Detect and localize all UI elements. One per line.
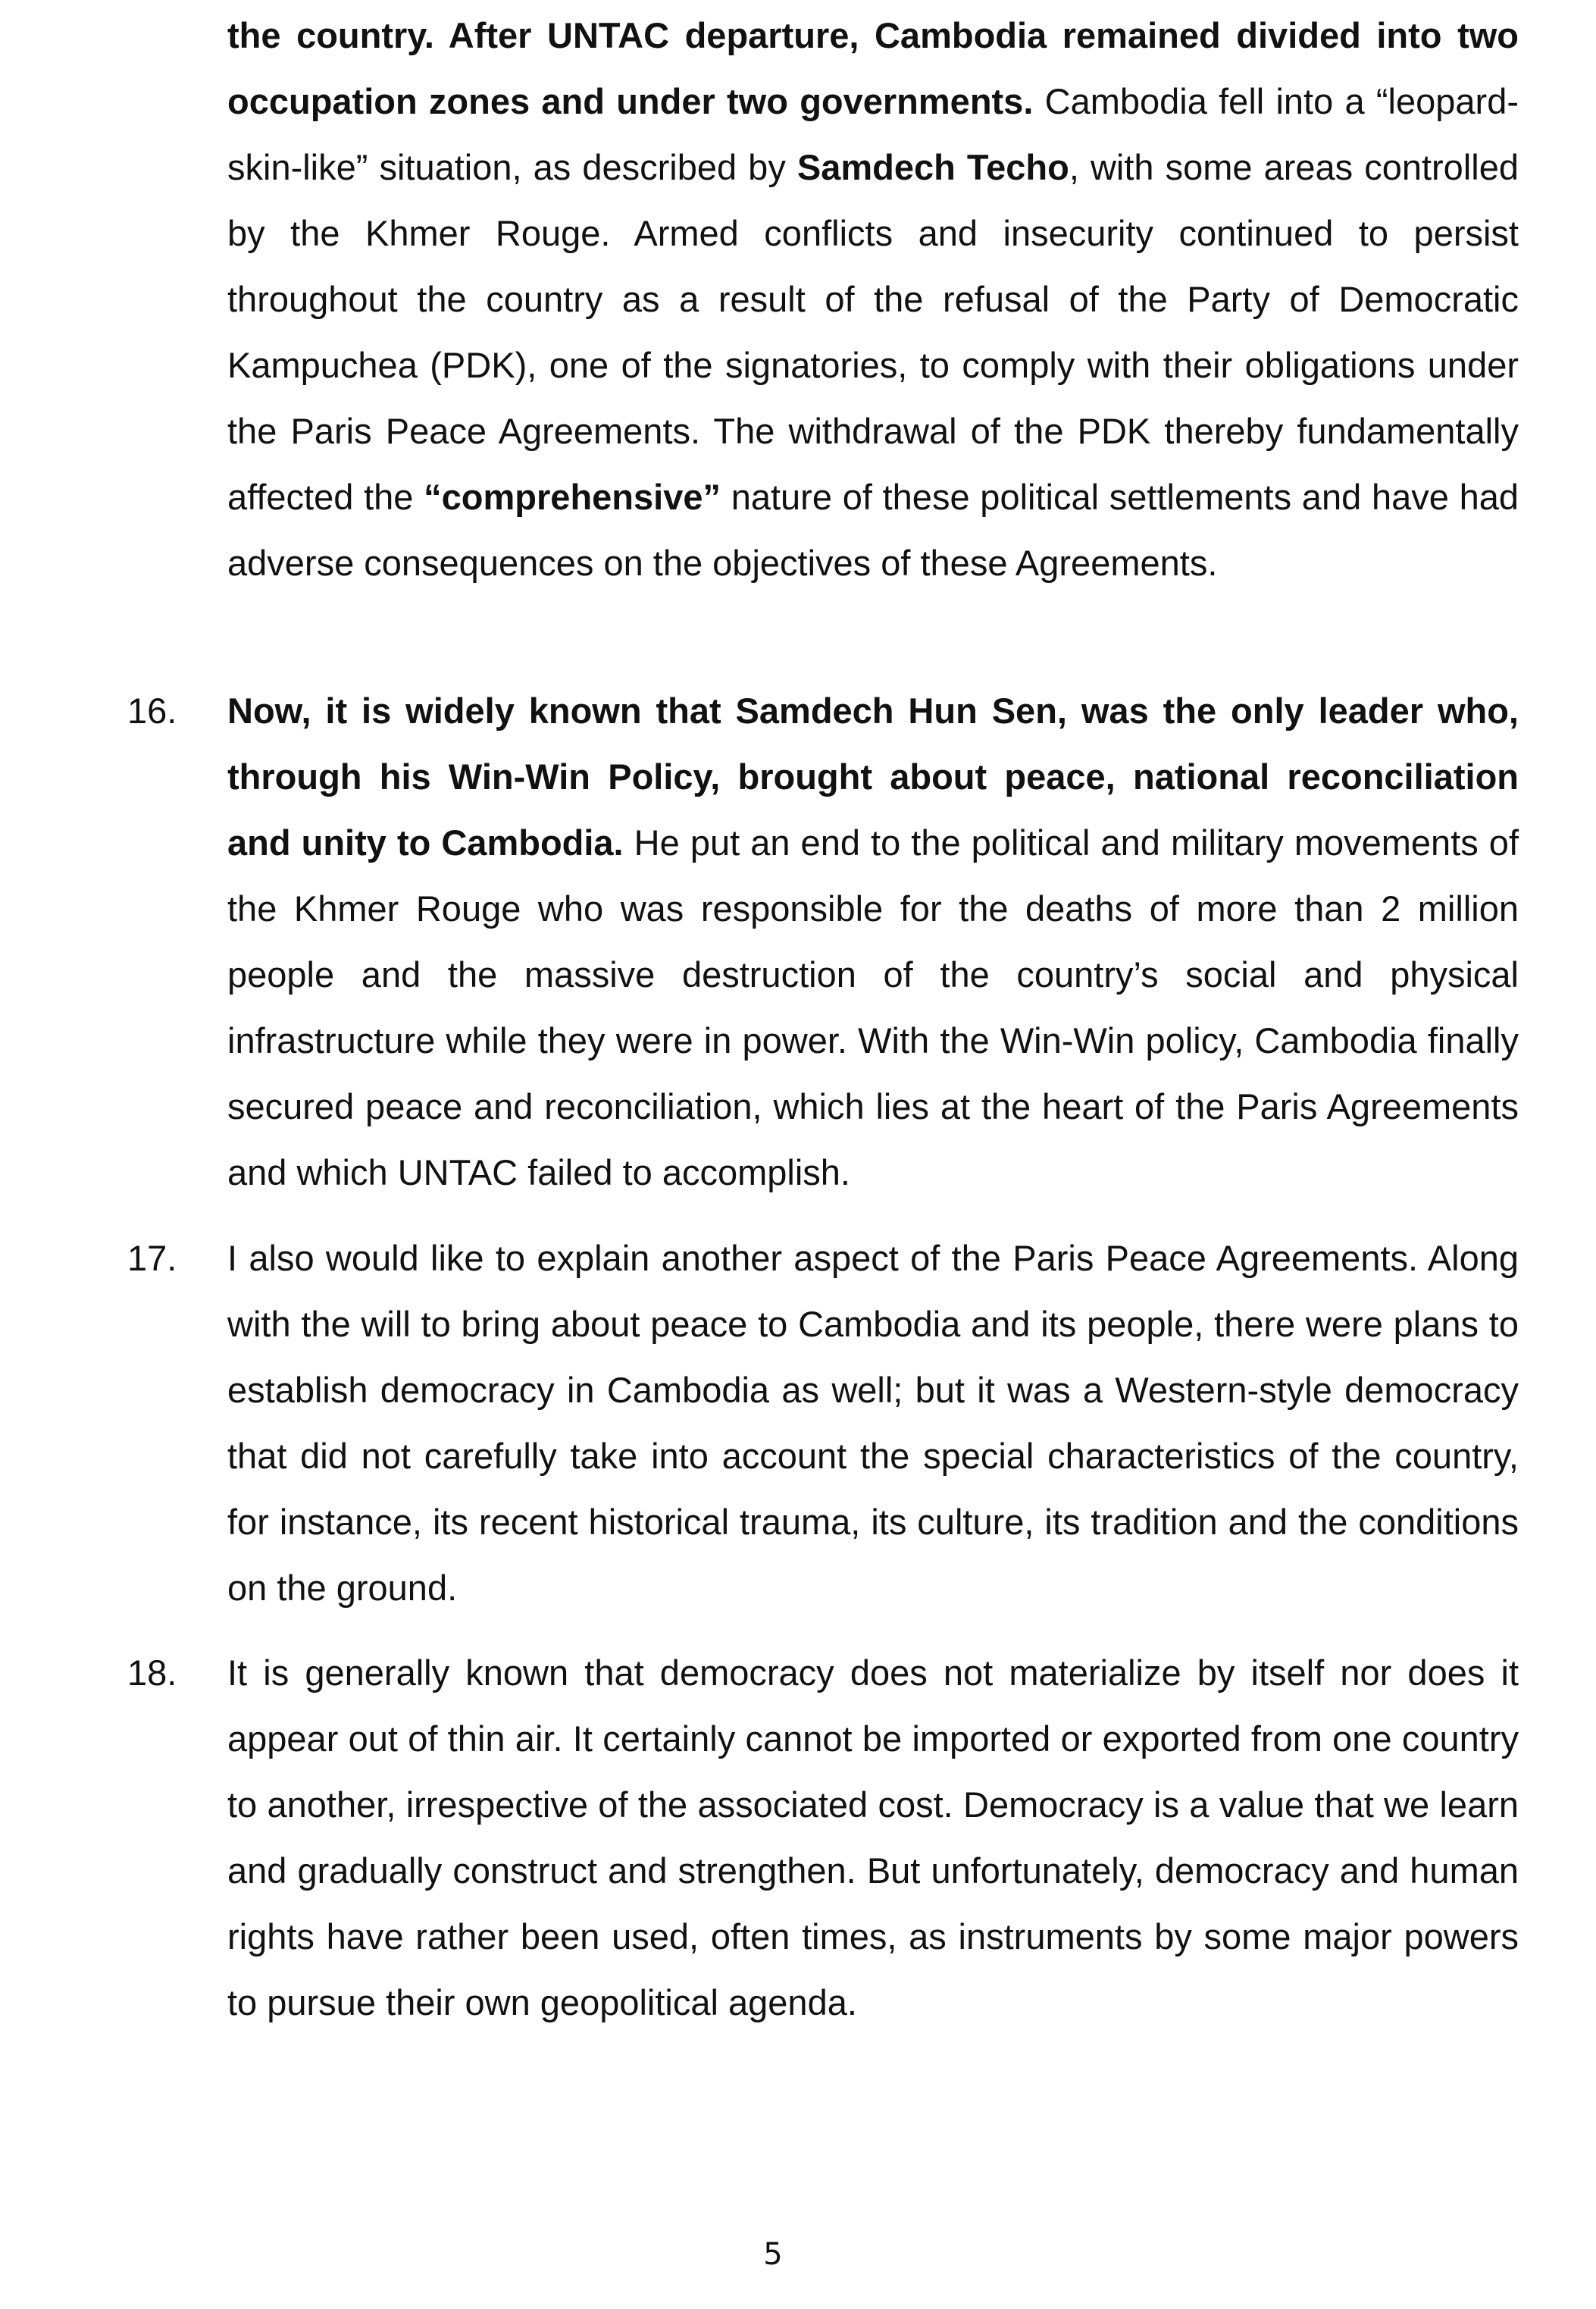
paragraph-15-continuation [227,2,1519,596]
body-text: nature of these political settlements and have had adverse consequences on the objectives of these Agreements. [227,477,1519,583]
paragraph-number: 16. [127,691,177,731]
body-text: , with some areas controlled by the Khmer Rouge. Armed conflicts and insecurity continued to persist throughout the country as a result of the refusal of the Party of Democratic Kampuchea (PDK), one of the signatories, to comply with their obligations under the Paris Peace Agreements. The withdrawal of the PDK thereby fundamentally affected the [227,147,1519,517]
body-text: He put an end to the political and military movements of the Khmer Rouge who was responsible for the deaths of more than 2 million people and the massive destruction of the country’s social and physical infrastructure while they were in power. With the Win-Win policy, Cambodia finally secured peace and reconciliation, which lies at the heart of the Paris Agreements and which UNTAC failed to accomplish. [227,822,1519,1192]
page-number: 5 [763,2237,783,2272]
paragraph-number: 18. [127,1653,177,1693]
bold-text: the country. After UNTAC departure, Cambodia remained divided into two occupation zones and under two governments. [227,15,1519,121]
bold-text: “comprehensive” [424,477,721,517]
paragraph-16 [227,678,1519,1205]
body-text: I also would like to explain another aspect of the Paris Peace Agreements. Along with the will to bring about peace to Cambodia and its people, there were plans to establish democracy in Cambodia as well; but it was a Western-style democracy that did not carefully take into account the special characteristics of the country, for instance, its recent historical trauma, its culture, its tradition and the conditions on the ground. [227,1238,1519,1608]
paragraph-17 [227,1225,1519,1621]
bold-text: Now, it is widely known that Samdech Hun Sen, was the only leader who, through his Win-Win Policy, brought about peace, national reconciliation and unity to Cambodia. [227,691,1519,863]
paragraph-18 [227,1640,1519,2035]
bold-text: Samdech Techo [796,147,1069,187]
body-text: Cambodia fell into a “leopard-skin-like” situation, as described by [227,81,1519,187]
body-text: It is generally known that democracy does not materialize by itself nor does it appear out of thin air. It certainly cannot be imported or exported from one country to another, irrespective of the associated cost. Democracy is a value that we learn and gradually construct and strengthen. But unfortunately, democracy and human rights have rather been used, often times, as instruments by some major powers to pursue their own geopolitical agenda. [227,1653,1519,2022]
paragraph-number: 17. [127,1238,177,1278]
